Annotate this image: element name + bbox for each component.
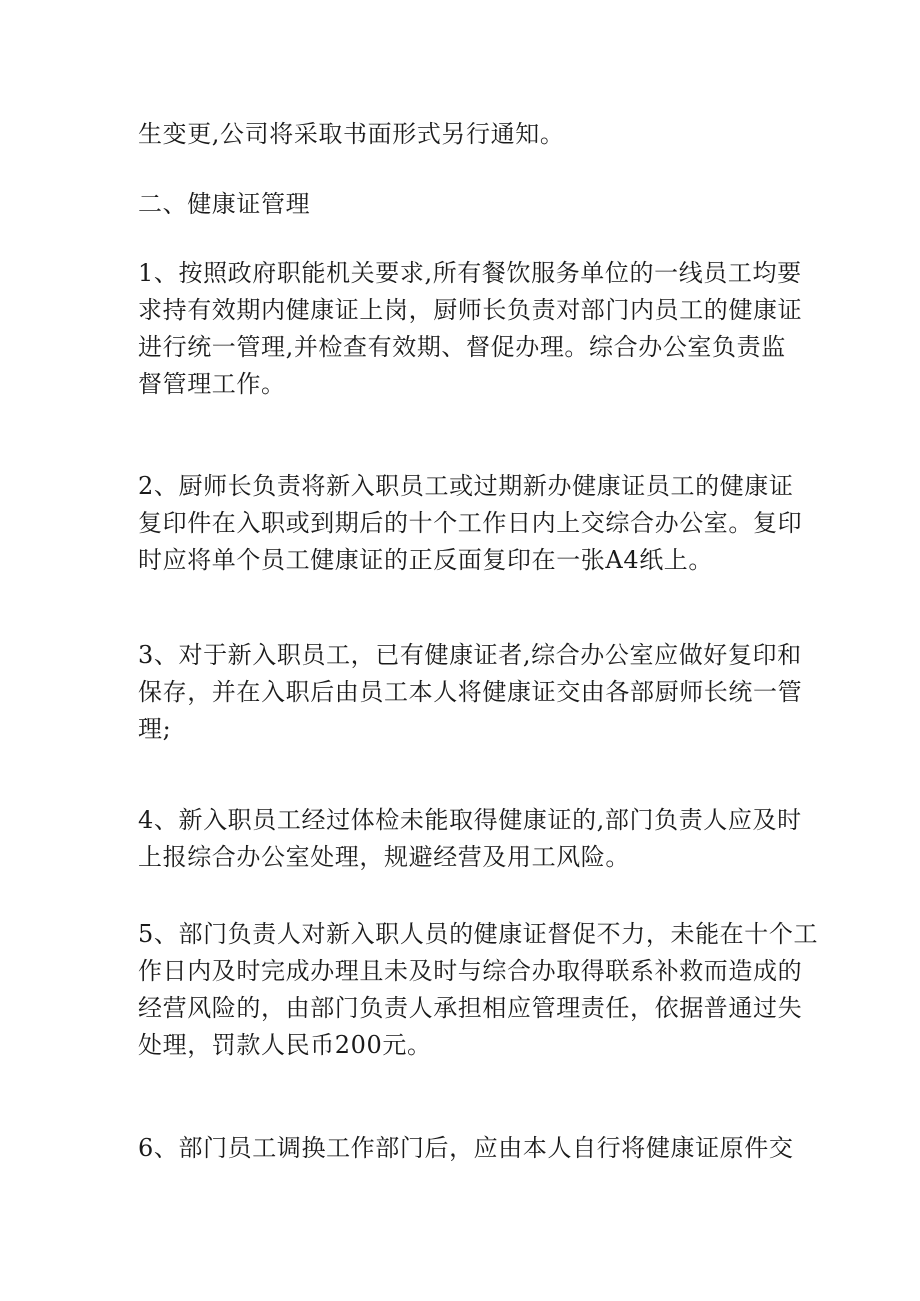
paragraph-intro-continuation (138, 116, 788, 153)
paragraph-item-4 (138, 802, 802, 876)
text-line: 生变更,公司将采取书面形式另行通知。 (138, 120, 565, 148)
text-line: 理; (138, 715, 172, 743)
section-heading-health-certificate (138, 186, 788, 223)
text-line: 二、健康证管理 (138, 190, 311, 218)
text-line: 1、按照政府职能机关要求,所有餐饮服务单位的一线员工均要 (138, 259, 802, 287)
paragraph-item-5 (138, 916, 819, 1064)
paragraph-item-1 (138, 255, 803, 403)
text-line: 复印件在入职或到期后的十个工作日内上交综合办公室。复印 (138, 509, 803, 537)
text-line: 4、新入职员工经过体检未能取得健康证的,部门负责人应及时 (138, 806, 802, 834)
paragraph-item-6 (138, 1130, 794, 1167)
text-line: 求持有效期内健康证上岗，厨师长负责对部门内员工的健康证 (138, 296, 803, 324)
paragraph-item-3 (138, 637, 803, 748)
text-line: 5、部门负责人对新入职人员的健康证督促不力，未能在十个工 (138, 920, 819, 948)
text-line: 进行统一管理,并检查有效期、督促办理。综合办公室负责监 (138, 333, 786, 361)
text-line: 时应将单个员工健康证的正反面复印在一张A4纸上。 (138, 546, 713, 574)
text-line: 作日内及时完成办理且未及时与综合办取得联系补救而造成的 (138, 957, 803, 985)
text-line: 处理，罚款人民币200元。 (138, 1031, 432, 1059)
paragraph-item-2 (138, 468, 803, 579)
text-line: 6、部门员工调换工作部门后，应由本人自行将健康证原件交 (138, 1134, 794, 1162)
text-line: 督管理工作。 (138, 370, 286, 398)
text-line: 保存，并在入职后由员工本人将健康证交由各部厨师长统一管 (138, 678, 803, 706)
text-line: 经营风险的，由部门负责人承担相应管理责任，依据普通过失 (138, 994, 803, 1022)
text-line: 2、厨师长负责将新入职员工或过期新办健康证员工的健康证 (138, 472, 794, 500)
text-line: 上报综合办公室处理，规避经营及用工风险。 (138, 843, 630, 871)
text-line: 3、对于新入职员工，已有健康证者,综合办公室应做好复印和 (138, 641, 802, 669)
